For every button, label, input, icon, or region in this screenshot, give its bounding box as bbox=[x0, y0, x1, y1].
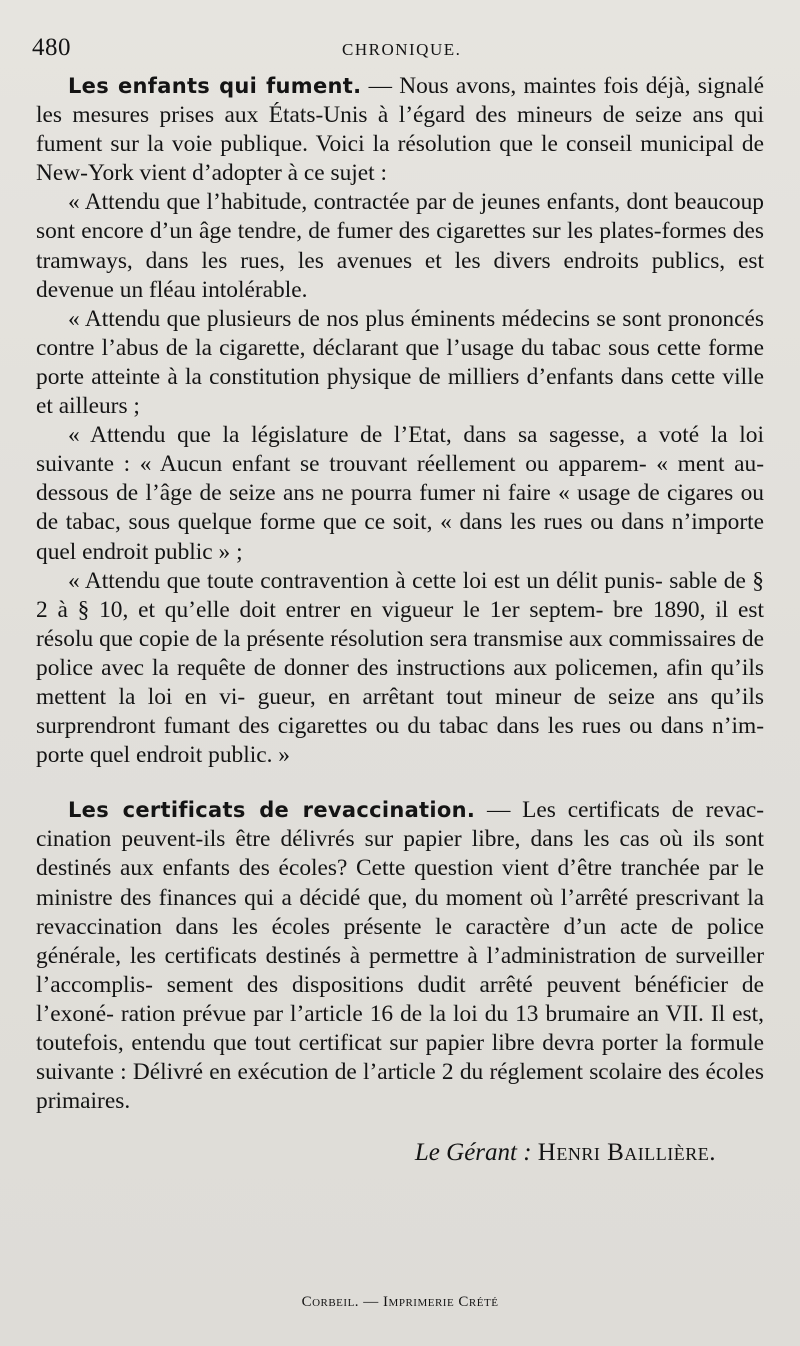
section-revaccination-title: Les certificats de revaccination. bbox=[68, 798, 476, 823]
imprint-printer: Imprimerie Crété bbox=[383, 1294, 499, 1310]
section-revaccination bbox=[36, 796, 764, 1116]
section-revaccination-text: — Les certificats de revac- cination peuvent-ils être délivrés sur papier libre, dans les cas où ils sont destinés aux enfants des écoles? Cette question vient d’être tranchée par le ministre des finances qui a décidé que, du moment où l’arrêté prescrivant la revaccination dans les écoles présente le caractère d’un acte de police générale, les certificats destinés à permettre à l’administration de surveiller l’accomplis- sement des dispositions dudit arrêté peuvent bénéficier de l’exoné- ration prévue par l’article 16 de la loi du 13 brumaire an VII. Il est, toutefois, entendu que tout certificat sur papier libre devra porter la formule suivante : Délivré en exécution de l’article 2 du réglement scolaire des écoles primaires. bbox=[36, 797, 764, 1115]
signature bbox=[36, 1138, 764, 1167]
page-header bbox=[32, 34, 760, 68]
resolution-paragraph: « Attendu que l’habitude, contractée par de jeunes enfants, dont beaucoup sont encore d’un âge tendre, de fumer des cigarettes sur les plates-formes des tramways, dans les rues, les avenues et les divers endroits publics, est devenue un fléau intolérable. bbox=[36, 189, 764, 303]
imprint-separator: — bbox=[359, 1294, 384, 1310]
section-smoking-title: Les enfants qui fument. bbox=[68, 74, 362, 98]
signature-name: Henri Baillière. bbox=[537, 1139, 716, 1167]
signature-role: Le Gérant : bbox=[414, 1139, 532, 1167]
resolution-paragraph: « Attendu que toute contravention à cette loi est un délit punis- sable de § 2 à § 10, et qu’elle doit entrer en vigueur le 1er septem- bre 1890, il est résolu que copie de la présente résolution sera transmise aux commissaires de police avec la requête de donner des instructions aux policemen, afin qu’ils mettent la loi en vi- gueur, en arrêtant tout mineur de seize ans qu’ils surprendront fumant des cigarettes ou du tabac dans les rues ou dans n’im- porte quel endroit public. » bbox=[36, 567, 764, 769]
running-head: CHRONIQUE. bbox=[342, 40, 462, 59]
page-body bbox=[36, 72, 764, 1167]
page-number: 480 bbox=[32, 34, 71, 61]
section-spacer bbox=[36, 770, 764, 796]
printer-imprint bbox=[0, 1294, 800, 1311]
section-smoking-intro: — Nous avons, maintes fois déjà, signalé les mesures prises aux États-Unis à l’égard des mineurs de seize ans qui fument sur la voie publique. Voici la résolution que le conseil municipal de New-York vient d’adopter à ce sujet : bbox=[36, 73, 764, 187]
imprint-city: Corbeil. bbox=[301, 1294, 360, 1310]
section-smoking-lead bbox=[36, 72, 764, 188]
resolution-paragraph: « Attendu que plusieurs de nos plus éminents médecins se sont prononcés contre l’abus de la cigarette, déclarant que l’usage du tabac sous cette forme porte atteinte à la constitution physique de milliers d’enfants dans cette ville et ailleurs ; bbox=[36, 305, 764, 420]
resolution-paragraph: « Attendu que la législature de l’Etat, dans sa sagesse, a voté la loi suivante : « Aucun enfant se trouvant réellement ou apparem- « ment au-dessous de l’âge de seize ans ne pourra fumer ni faire « usage de cigares ou de tabac, sous quelque forme que ce soit, « dans les rues ou dans n’importe quel endroit public » ; bbox=[36, 422, 764, 565]
